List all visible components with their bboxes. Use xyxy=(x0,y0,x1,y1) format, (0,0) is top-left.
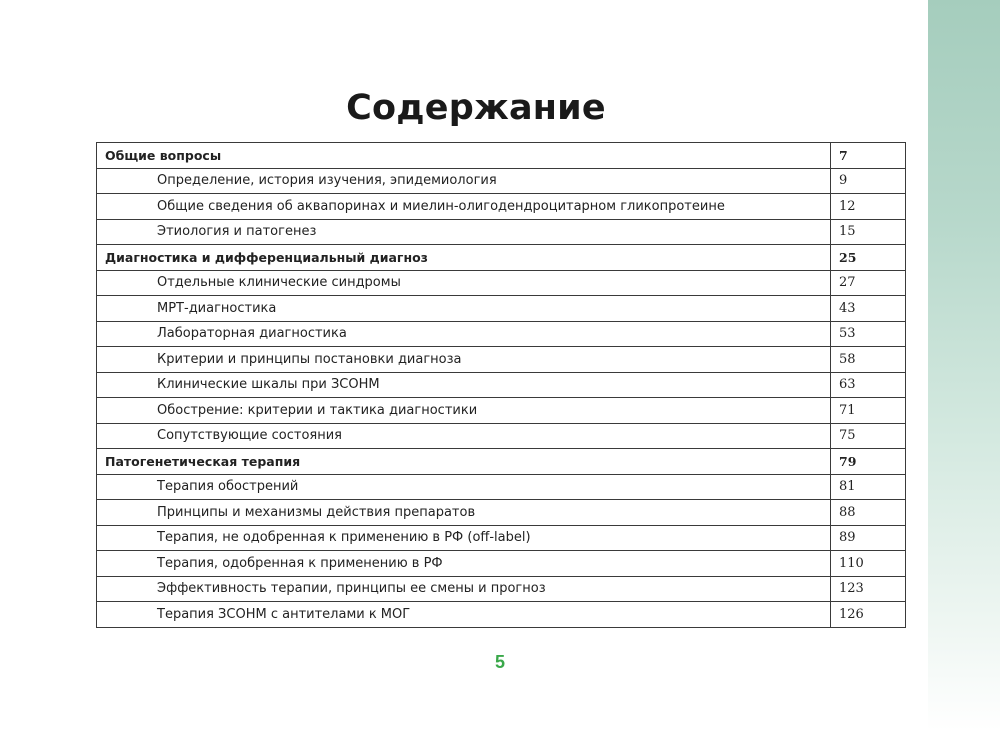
toc-page-number: 75 xyxy=(831,423,906,449)
toc-page-number: 25 xyxy=(831,245,906,271)
toc-page-number: 110 xyxy=(831,551,906,577)
toc-page-number: 81 xyxy=(831,474,906,500)
toc-page-number: 71 xyxy=(831,398,906,424)
toc-page-number: 58 xyxy=(831,347,906,373)
toc-subsection-title: Лабораторная диагностика xyxy=(97,321,831,347)
toc-subsection-row xyxy=(97,525,906,551)
table-of-contents xyxy=(96,142,906,628)
toc-page-number: 123 xyxy=(831,576,906,602)
toc-subsection-row xyxy=(97,576,906,602)
toc-page-number: 15 xyxy=(831,219,906,245)
toc-page-number: 7 xyxy=(831,143,906,169)
toc-subsection-title: МРТ-диагностика xyxy=(97,296,831,322)
toc-subsection-row xyxy=(97,296,906,322)
toc-section-title: Общие вопросы xyxy=(97,143,831,169)
toc-subsection-title: Терапия, одобренная к применению в РФ xyxy=(97,551,831,577)
toc-section-title: Патогенетическая терапия xyxy=(97,449,831,475)
toc-subsection-title: Терапия ЗСОНМ с антителами к МОГ xyxy=(97,602,831,628)
toc-section-row xyxy=(97,449,906,475)
toc-section-title: Диагностика и дифференциальный диагноз xyxy=(97,245,831,271)
toc-subsection-title: Определение, история изучения, эпидемиология xyxy=(97,168,831,194)
toc-subsection-row xyxy=(97,500,906,526)
toc-subsection-title: Общие сведения об аквапоринах и миелин-олигодендроцитарном гликопротеине xyxy=(97,194,831,220)
toc-subsection-title: Сопутствующие состояния xyxy=(97,423,831,449)
page-number: 5 xyxy=(494,652,505,672)
toc-subsection-title: Критерии и принципы постановки диагноза xyxy=(97,347,831,373)
toc-subsection-row xyxy=(97,398,906,424)
toc-page-number: 12 xyxy=(831,194,906,220)
toc-subsection-title: Терапия, не одобренная к применению в РФ (off-label) xyxy=(97,525,831,551)
toc-page-number: 79 xyxy=(831,449,906,475)
toc-subsection-title: Этиология и патогенез xyxy=(97,219,831,245)
toc-page-number: 53 xyxy=(831,321,906,347)
toc-subsection-row xyxy=(97,372,906,398)
page-title: Содержание xyxy=(346,88,606,128)
toc-subsection-title: Клинические шкалы при ЗСОНМ xyxy=(97,372,831,398)
toc-page-number: 89 xyxy=(831,525,906,551)
toc-subsection-row xyxy=(97,194,906,220)
toc-subsection-row xyxy=(97,270,906,296)
toc-subsection-title: Принципы и механизмы действия препаратов xyxy=(97,500,831,526)
toc-subsection-title: Отдельные клинические синдромы xyxy=(97,270,831,296)
toc-body xyxy=(97,143,906,628)
toc-subsection-row xyxy=(97,602,906,628)
toc-section-row xyxy=(97,143,906,169)
toc-subsection-row xyxy=(97,168,906,194)
toc-page-number: 88 xyxy=(831,500,906,526)
toc-page-number: 126 xyxy=(831,602,906,628)
toc-subsection-row xyxy=(97,219,906,245)
toc-page-number: 63 xyxy=(831,372,906,398)
toc-subsection-title: Обострение: критерии и тактика диагностики xyxy=(97,398,831,424)
toc-subsection-row xyxy=(97,474,906,500)
toc-subsection-row xyxy=(97,321,906,347)
toc-section-row xyxy=(97,245,906,271)
toc-subsection-title: Терапия обострений xyxy=(97,474,831,500)
toc-subsection-row xyxy=(97,423,906,449)
toc-subsection-row xyxy=(97,551,906,577)
toc-subsection-row xyxy=(97,347,906,373)
toc-page-number: 27 xyxy=(831,270,906,296)
toc-page-number: 43 xyxy=(831,296,906,322)
toc-page-number: 9 xyxy=(831,168,906,194)
toc-subsection-title: Эффективность терапии, принципы ее смены и прогноз xyxy=(97,576,831,602)
